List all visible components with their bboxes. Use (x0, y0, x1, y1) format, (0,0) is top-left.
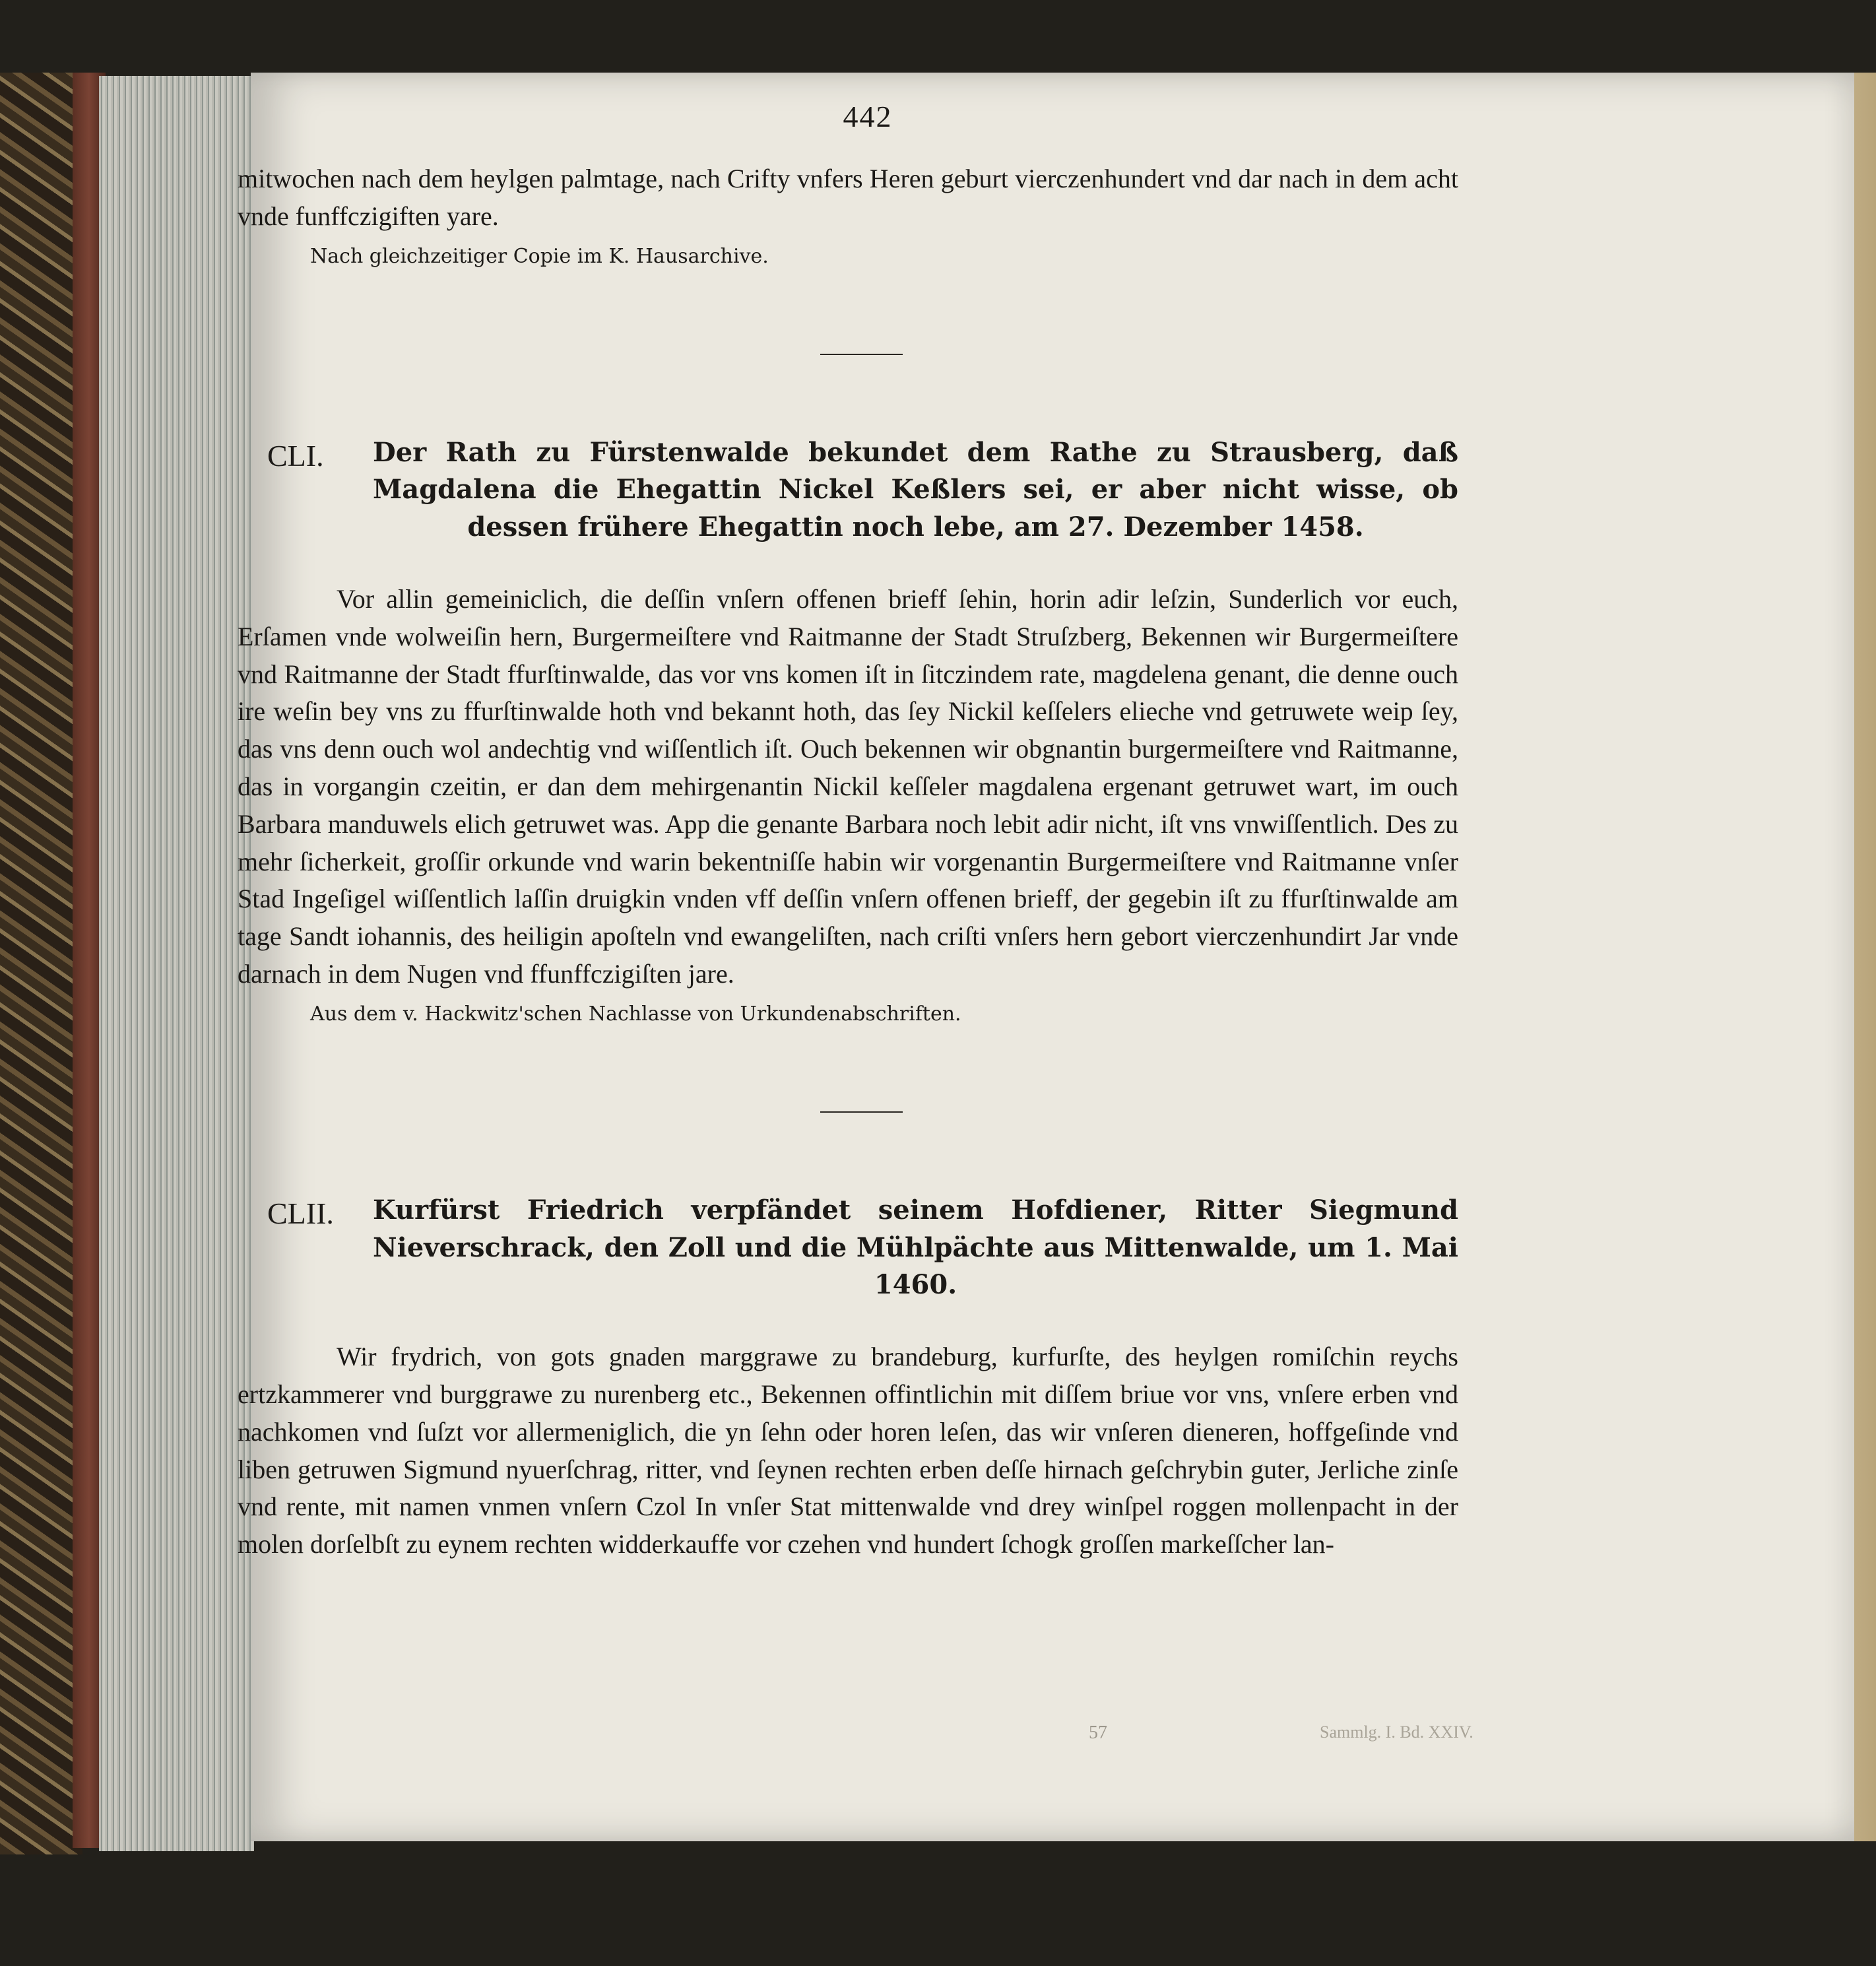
document-number: CLI. (267, 438, 324, 473)
document-source-note: Aus dem v. Hackwitz'schen Nachlasse von Urkundenabschriften. (310, 1002, 961, 1026)
signature-mark: 57 (1089, 1722, 1107, 1743)
document-heading-cli (238, 434, 1458, 546)
opening-paragraph: mitwochen nach dem heylgen palmtage, nach Crifty vnfers Heren geburt vierczenhundert vnd dar nach in dem acht vnde funffczigiften yare. (238, 164, 1458, 231)
marbled-book-edge (0, 73, 82, 1854)
bleed-through-footer: Sammlg. I. Bd. XXIV. (1320, 1722, 1473, 1742)
document-body: Vor allin gemeiniclich, die deſſin vnſern offenen brieff ſehin, horin adir leſzin, Sunderlich vor euch, Erſamen vnde wolweiſin hern, Burgermeiſtere vnd Raitmanne der Stadt Struſzberg, Bekennen wir Burgermeiſtere vnd Raitmanne der Stadt ffurſtinwalde, das vor vns komen iſt in ſitczindem rate, magdelena genant, die denne ouch ire weſin bey vns zu ffurſtinwalde hoth vnd bekannt hoth, das ſey Nickil keſſelers elieche vnd getruwete weip ſey, das vns denn ouch wol andechtig vnd wiſſentlich iſt. Ouch bekennen wir obgnantin burgermeiſtere vnd Raitmanne, das in vorgangin czeitin, er dan dem mehirgenantin Nickil keſſeler magdalena ergenant getruwet wart, im ouch Barbara manduwels elich getruwet was. App die genante Barbara noch lebit adir nicht, iſt vns vnwiſſentlich. Des zu mehr ſicherkeit, groſſir orkunde vnd warin bekentniſſe habin wir vorgenantin Burgermeiſtere vnd Raitmanne vnſer Stad Ingeſigel wiſſentlich laſſin druigkin vnden vff deſſin vnſern offenen brieff, der gegebin iſt zu ffurſtinwalde am tage Sandt iohannis, des heiligin apoſteln vnd ewangeliſten, nach criſti vnſers hern gebort vierczenhundirt Jar vnde darnach in dem Nugen vnd ffunffczigiſten jare. (238, 583, 1458, 989)
document-heading-clii (238, 1192, 1458, 1304)
page-block-edges (99, 76, 254, 1851)
document-title: Der Rath zu Fürstenwalde bekundet dem Rathe zu Strausberg, daß Magdalena die Ehegattin Nickel Keßlers sei, er aber nicht wisse, ob dessen frühere Ehegattin noch lebe, am 27. Dezember 1458. (373, 436, 1458, 543)
page-number: 442 (843, 100, 893, 133)
document-body: Wir frydrich, von gots gnaden marggrawe zu brandeburg, kurfurſte, des heylgen romiſchin reychs ertzkammerer vnd burggrawe zu nurenberg etc., Bekennen offintlichin mit diſſem briue vor vns, vnſere erben vnd nachkomen vnd ſuſzt vor allermeniglich, die yn ſehn oder horen leſen, das wir vnſeren dieneren, hoffgeſinde vnd liben getruwen Sigmund nyuerſchrag, ritter, vnd ſeynen rechten erben deſſe hirnach geſchrybin guter, Jerliche zinſe vnd rente, mit namen vnmen vnſern Czol In vnſer Stat mittenwalde vnd drey winſpel roggen mollenpacht in der molen dorſelbſt zu eynem rechten widderkauffe vor czehen vnd hundert ſchogk groſſen markeſſcher lan- (238, 1342, 1458, 1559)
section-divider (820, 354, 903, 355)
document-number: CLII. (267, 1196, 334, 1230)
opening-source-note: Nach gleichzeitiger Copie im K. Hausarchive. (310, 244, 769, 268)
page-content (238, 99, 1458, 1563)
section-divider (820, 1111, 903, 1113)
document-title: Kurfürst Friedrich verpfändet seinem Hofdiener, Ritter Siegmund Nieverschrack, den Zoll und die Mühlpächte aus Mittenwalde, um 1. Mai 1460. (373, 1194, 1458, 1301)
